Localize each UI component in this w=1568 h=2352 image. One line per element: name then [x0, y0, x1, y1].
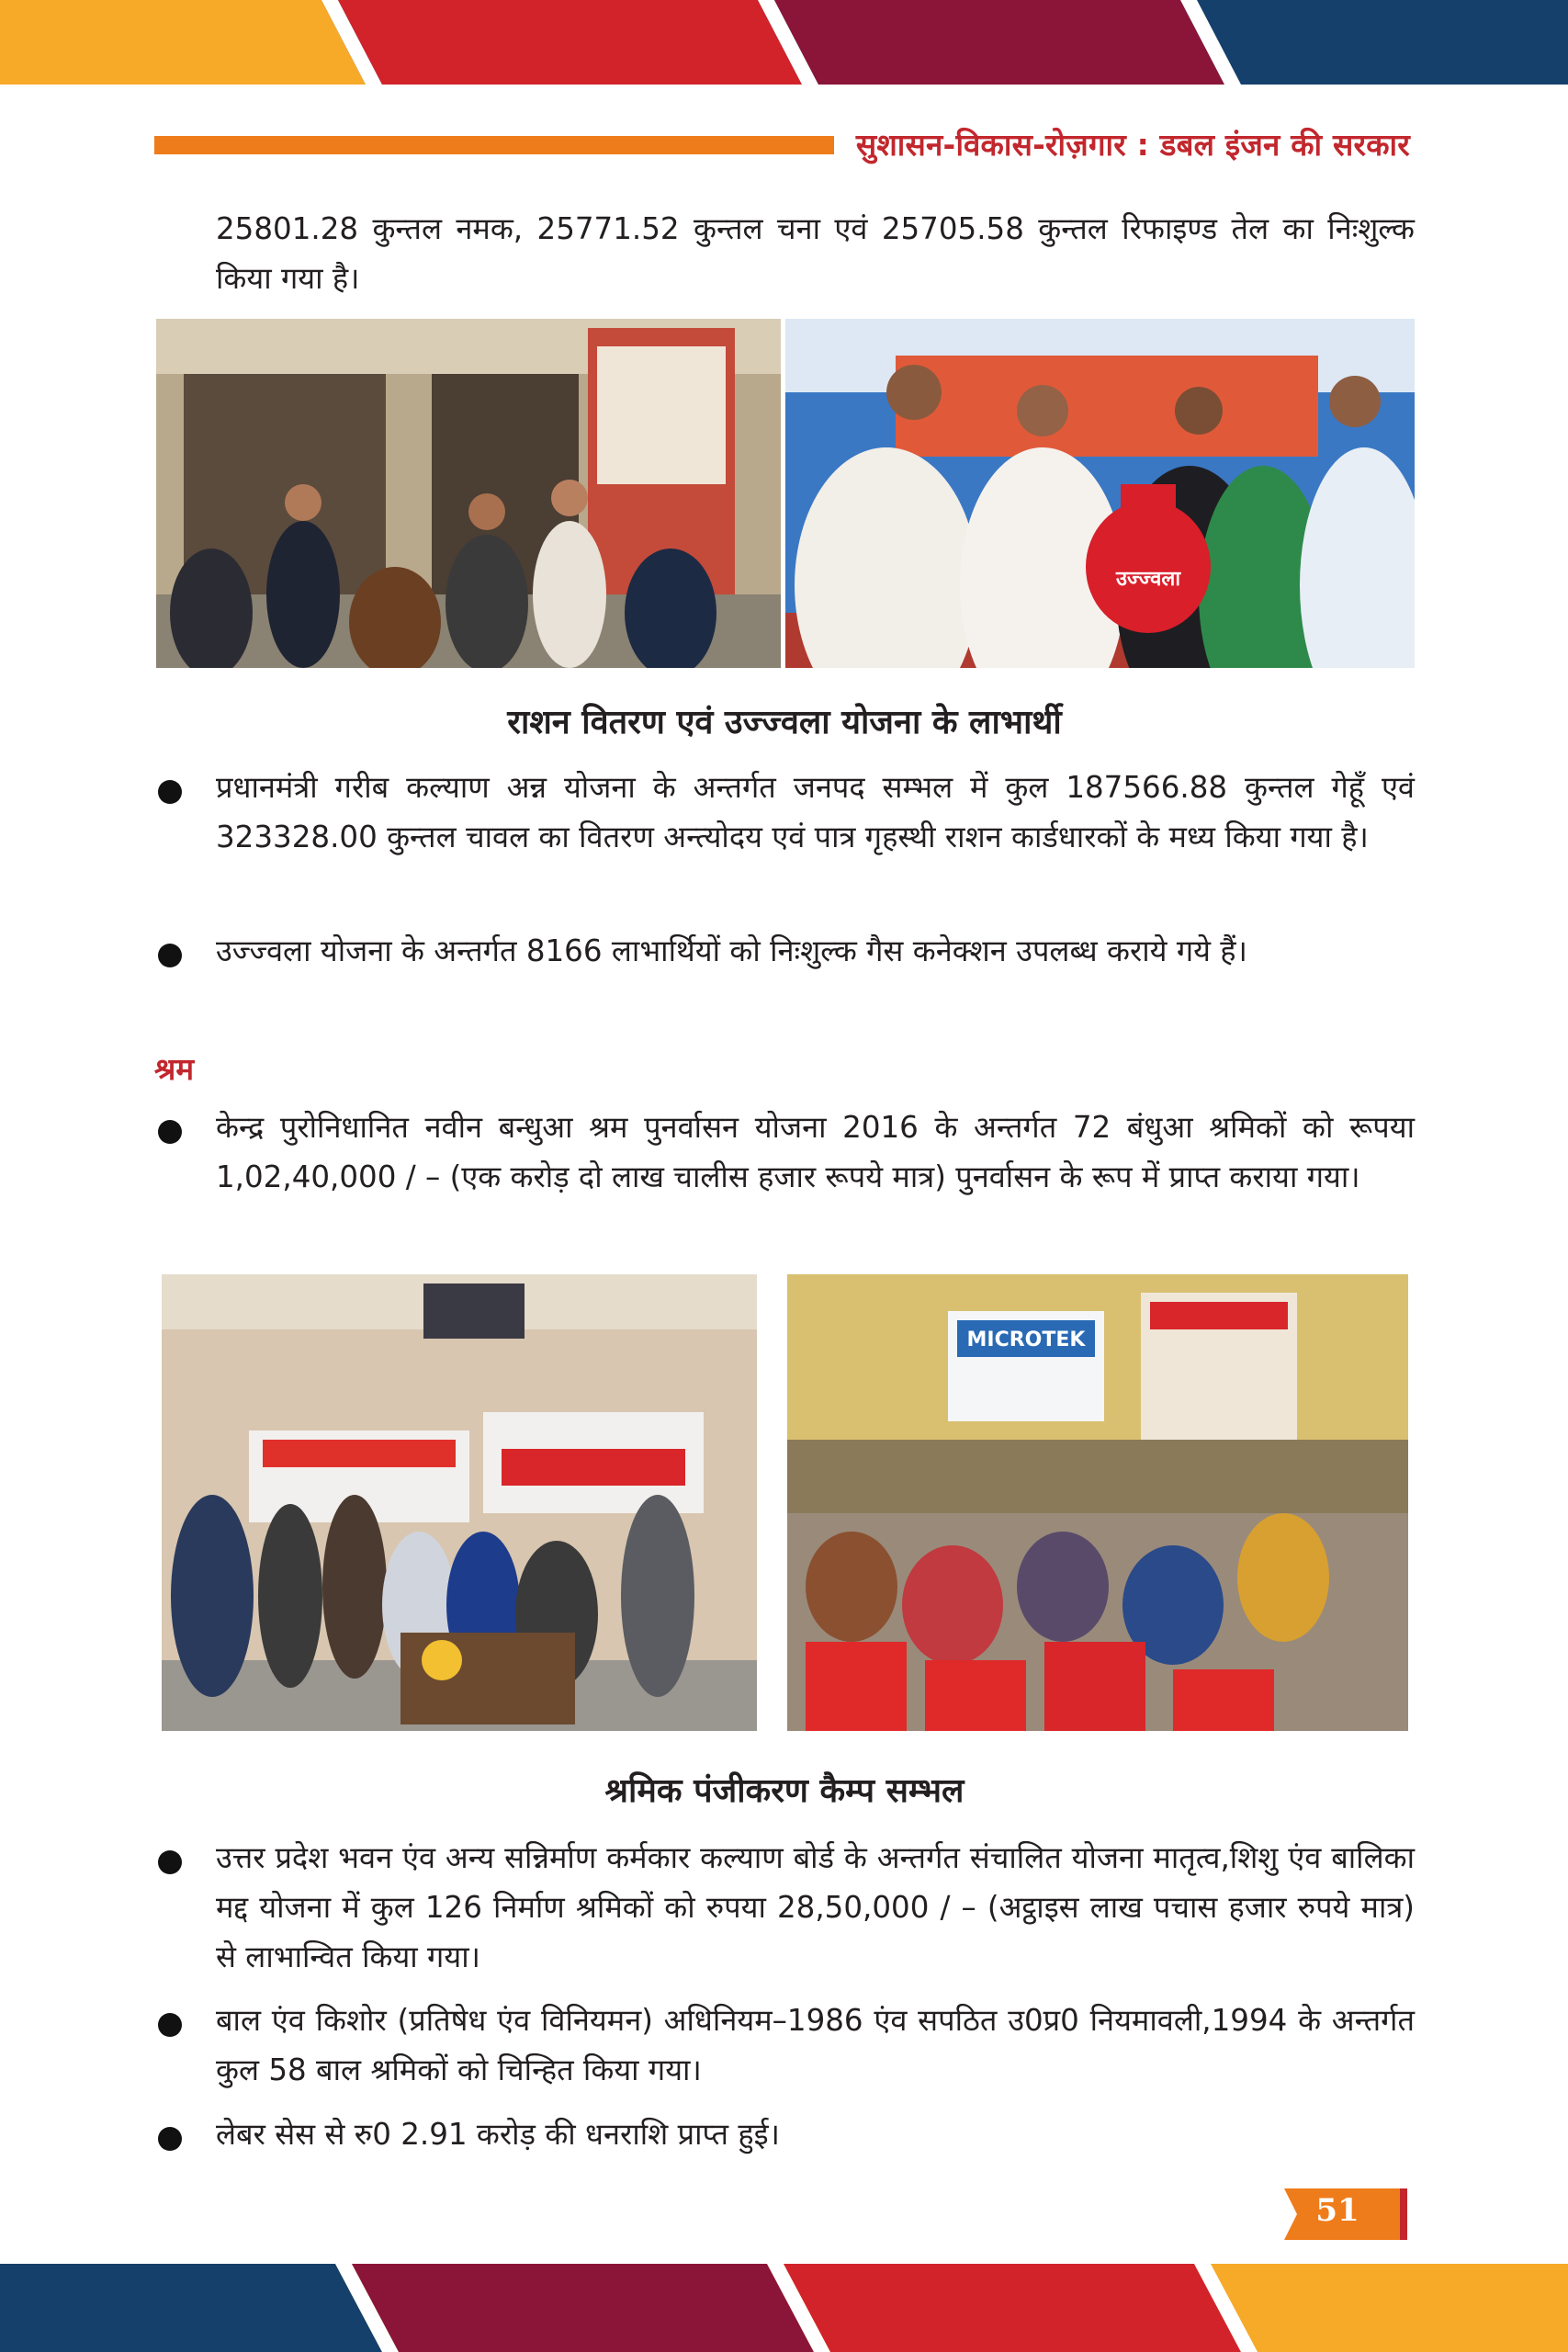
bullet-icon — [158, 2013, 182, 2037]
photo-ration-shop — [156, 319, 781, 668]
running-header-title: सुशासन-विकास-रोज़गार : डबल इंजन की सरकार — [855, 127, 1410, 163]
bullet-icon — [158, 1850, 182, 1874]
list-item: केन्द्र पुरोनिधानित नवीन बन्धुआ श्रम पुनर्वासन योजना 2016 के अन्तर्गत 72 बंधुआ श्रमिकों को रूपया 1,02,40,000 / – (एक करोड़ दो लाख चालीस हजार रूपये मात्र) पुनर्वासन के रूप में प्राप्त कराया गया। — [154, 1102, 1415, 1202]
photo-caption-ration: राशन वितरण एवं उज्ज्वला योजना के लाभार्थी — [507, 703, 1062, 741]
bullet-icon — [158, 2127, 182, 2151]
cylinder-label: उज्ज्वला — [1115, 568, 1181, 591]
bullet-icon — [158, 780, 182, 804]
header-rule — [154, 136, 834, 154]
page-number: 51 — [1315, 2192, 1359, 2229]
intro-paragraph: 25801.28 कुन्तल नमक, 25771.52 कुन्तल चना एवं 25705.58 कुन्तल रिफाइण्ड तेल का निःशुल्क किया गया है। — [216, 211, 1415, 296]
list-item: लेबर सेस से रु0 2.91 करोड़ की धनराशि प्राप्त हुई। — [154, 2109, 1415, 2159]
section-heading-labour: श्रम — [154, 1051, 195, 1087]
list-item: बाल एंव किशोर (प्रतिषेध एंव विनियमन) अधिनियम–1986 एंव सपठित उ0प्र0 नियमावली,1994 के अन्तर्गत कुल 58 बाल श्रमिकों को चिन्हित किया गया। — [154, 1996, 1415, 2095]
bullet-icon — [158, 944, 182, 967]
photo-awareness-program — [162, 1274, 757, 1731]
list-item: प्रधानमंत्री गरीब कल्याण अन्न योजना के अन्तर्गत जनपद सम्भल में कुल 187566.88 कुन्तल गेहूँ एवं 323328.00 कुन्तल चावल का वितरण अन्त्योदय एवं पात्र गृहस्थी राशन कार्डधारकों के मध्य किया गया है। — [154, 763, 1415, 862]
top-color-band — [0, 0, 1568, 85]
photo-ujjwala-distribution — [785, 319, 1415, 668]
bottom-color-band — [0, 2264, 1568, 2352]
photo-caption-camp: श्रमिक पंजीकरण कैम्प सम्भल — [604, 1771, 964, 1810]
bullet-icon — [158, 1120, 182, 1144]
shop-sign: MICROTEK — [966, 1329, 1086, 1351]
list-item: उत्तर प्रदेश भवन एंव अन्य सन्निर्माण कर्मकार कल्याण बोर्ड के अन्तर्गत संचालित योजना मातृत्व,शिशु एंव बालिका मद्द योजना में कुल 126 निर्माण श्रमिकों को रुपया 28,50,000 / – (अट्ठाइस लाख पचास हजार रुपये मात्र) से लाभान्वित किया गया। — [154, 1833, 1415, 1982]
list-item: उज्ज्वला योजना के अन्तर्गत 8166 लाभार्थियों को निःशुल्क गैस कनेक्शन उपलब्ध कराये गये हैं। — [154, 926, 1415, 976]
photo-registration-camp — [787, 1274, 1408, 1731]
